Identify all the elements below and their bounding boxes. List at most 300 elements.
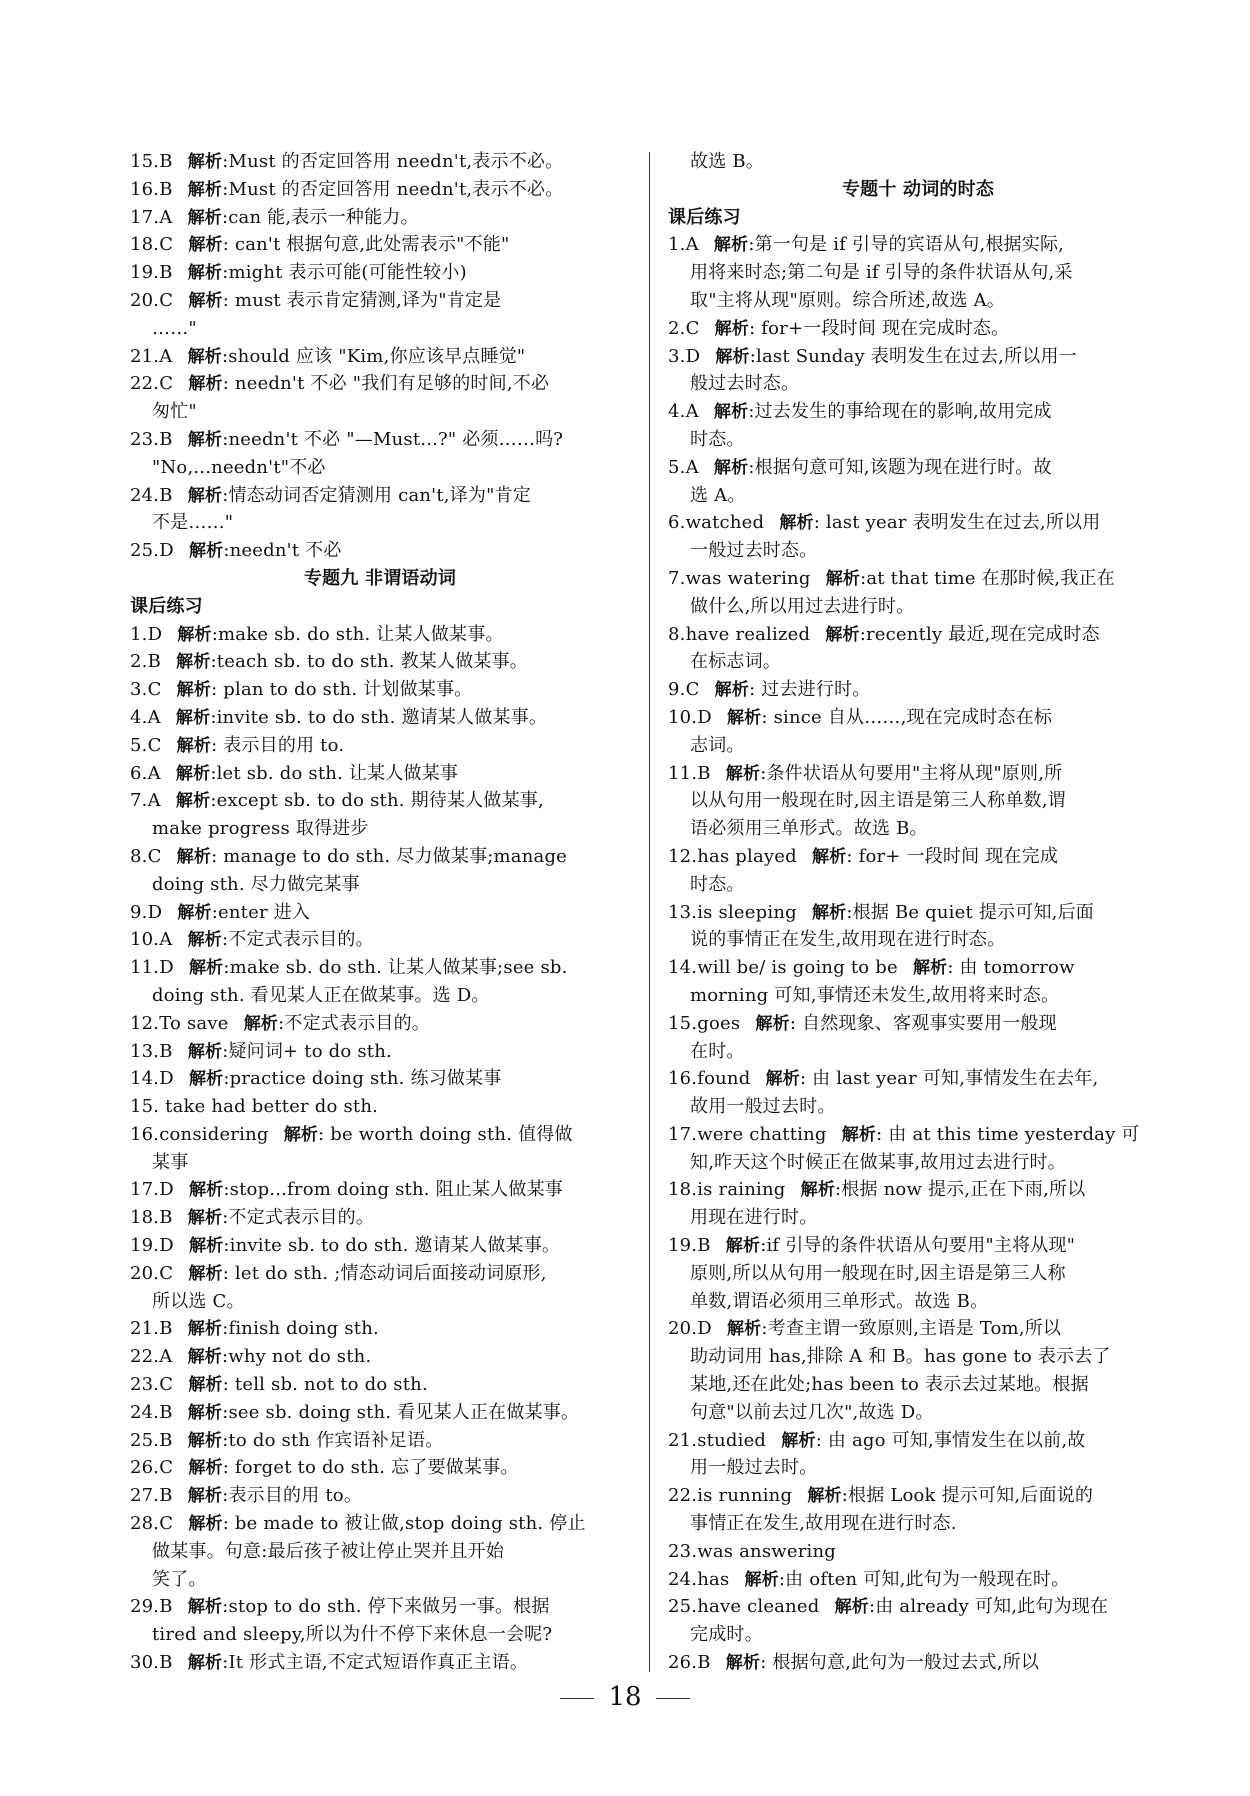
answer-line	[668, 1566, 1168, 1594]
answer-line	[668, 1065, 1168, 1093]
analysis-label: 解析	[725, 763, 761, 784]
analysis-label: 解析	[188, 1236, 224, 1257]
answer-text: :let sb. do sth. 让某人做某事	[210, 762, 459, 784]
analysis-label: 解析	[188, 1514, 223, 1535]
answer-text: :practice doing sth. 练习做某事	[223, 1068, 502, 1090]
answer-text: :enter 进入	[211, 901, 311, 923]
analysis-label: 解析	[714, 318, 750, 339]
analysis-label: 解析	[912, 958, 948, 979]
analysis-label: 解析	[825, 568, 861, 589]
continuation-line: "No,...needn't"不必	[152, 456, 326, 478]
analysis-label: 解析	[187, 1402, 223, 1423]
answer-line	[130, 148, 630, 176]
answer-line	[130, 259, 630, 287]
answer-text: : for+ 一段时间 现在完成	[846, 845, 1059, 867]
page-number: 18	[608, 1682, 642, 1712]
answer-text: : 由 last year 可知,事情发生在去年,	[799, 1068, 1099, 1090]
answer-number: 25.B	[130, 1429, 173, 1451]
answer-number: 28.C	[130, 1513, 174, 1535]
answer-number: 16.B	[130, 178, 173, 200]
continuation-line: 用一般过去时。	[690, 1457, 818, 1479]
answer-text: :recently 最近,现在完成时态	[859, 623, 1100, 645]
continuation-line: 时态。	[690, 428, 745, 450]
answer-number: 13.B	[130, 1040, 173, 1062]
answer-number: 26.B	[668, 1652, 711, 1674]
answer-number: 25.have cleaned	[668, 1596, 820, 1618]
answer-number: 15.B	[130, 151, 173, 172]
analysis-label: 解析	[188, 1069, 224, 1090]
answer-text: :stop...from doing sth. 阻止某人做某事	[223, 1179, 564, 1201]
answer-text: : 由 at this time yesterday 可	[876, 1123, 1140, 1145]
answer-text: :at that time 在那时候,我正在	[860, 567, 1115, 589]
answer-number: 10.D	[668, 706, 712, 728]
answer-number: 6.A	[130, 762, 161, 784]
analysis-label: 解析	[187, 1347, 222, 1368]
continuation-line: 志词。	[690, 734, 745, 756]
answer-text: :why not do sth.	[221, 1346, 372, 1368]
answer-text: :if 引导的条件状语从句要用"主将从现"	[760, 1235, 1076, 1257]
answer-number: 10.A	[130, 929, 173, 951]
page-footer	[0, 1682, 1250, 1712]
answer-line	[130, 621, 630, 649]
answer-line	[130, 426, 630, 454]
continuation-line: 某事	[152, 1151, 189, 1173]
continuation-line: 匆忙"	[152, 401, 197, 423]
answer-number: 21.studied	[668, 1429, 767, 1451]
answer-number: 2.B	[130, 651, 162, 673]
answer-line	[130, 176, 630, 204]
answer-text: : since 自从……,现在完成时态在标	[761, 706, 1053, 728]
answer-line	[668, 1121, 1168, 1149]
continuation-line: tired and sleepy,所以为什不停下来休息一会呢?	[152, 1624, 553, 1646]
answer-number: 5.A	[668, 456, 699, 478]
answer-line	[668, 760, 1168, 788]
analysis-label: 解析	[283, 1124, 319, 1145]
answer-text: : 表示目的用 to.	[211, 734, 345, 756]
answer-number: 17.D	[130, 1179, 174, 1201]
answer-line	[130, 1010, 630, 1038]
answer-text: : must 表示肯定猜测,译为"肯定是	[222, 289, 502, 311]
column-divider	[649, 152, 650, 1672]
answer-number: 18.B	[130, 1207, 173, 1229]
continuation-line: doing sth. 尽力做完某事	[152, 873, 360, 895]
answer-text: : 根据句意,此句为一般过去式,所以	[760, 1652, 1040, 1674]
left-column	[130, 148, 630, 1677]
answer-line	[130, 1371, 630, 1399]
answer-line	[668, 315, 1168, 343]
analysis-label: 解析	[188, 235, 223, 256]
answer-line	[130, 1232, 630, 1260]
analysis-label: 解析	[807, 1486, 842, 1507]
answer-text: : manage to do sth. 尽力做某事;manage	[211, 845, 568, 867]
answer-number: 23.C	[130, 1374, 174, 1396]
analysis-label: 解析	[188, 374, 223, 395]
analysis-label: 解析	[176, 680, 212, 701]
answer-text: :can 能,表示一种能力。	[221, 206, 419, 228]
analysis-label: 解析	[188, 958, 224, 979]
answer-line	[130, 1510, 630, 1538]
continuation-line: 般过去时态。	[690, 373, 800, 395]
footer-dash-right	[656, 1698, 690, 1699]
answer-text: :根据 now 提示,正在下雨,所以	[835, 1179, 1086, 1201]
answer-text: :不定式表示目的。	[278, 1012, 430, 1034]
answer-line	[668, 1010, 1168, 1038]
answer-number: 12.has played	[668, 845, 797, 867]
answer-line: 23.was answering	[668, 1540, 837, 1562]
answer-line	[130, 1260, 630, 1288]
answer-text: :条件状语从句要用"主将从现"原则,所	[760, 762, 1063, 784]
answer-line	[130, 1399, 630, 1427]
answer-number: 29.B	[130, 1596, 173, 1618]
analysis-label: 解析	[187, 152, 223, 172]
answer-line	[130, 287, 630, 315]
answer-number: 8.C	[130, 845, 162, 867]
continuation-line: 语必须用三单形式。故选 B。	[690, 818, 928, 840]
analysis-label: 解析	[187, 1319, 223, 1340]
continuation-line: 做什么,所以用过去进行时。	[690, 595, 915, 617]
analysis-label: 解析	[187, 179, 223, 200]
answer-text: :might 表示可能(可能性较小)	[222, 262, 467, 284]
answer-text: : needn't 不必 "我们有足够的时间,不必	[222, 373, 550, 395]
answer-line	[130, 1038, 630, 1066]
analysis-label: 解析	[726, 707, 762, 728]
answer-line: 15. take had better do sth.	[130, 1096, 379, 1118]
answer-line	[668, 509, 1168, 537]
analysis-label: 解析	[800, 1180, 836, 1201]
continuation-line: 事情正在发生,故用现在进行时态.	[690, 1513, 957, 1535]
answer-line	[668, 231, 1168, 259]
answer-line	[668, 1315, 1168, 1343]
answer-number: 9.D	[130, 901, 163, 923]
answer-number: 7.A	[130, 790, 161, 812]
answer-line	[130, 648, 630, 676]
answer-line	[130, 370, 630, 398]
answer-line	[130, 843, 630, 871]
answer-line	[130, 1454, 630, 1482]
continuation-line: 单数,谓语必须用三单形式。故选 B。	[690, 1290, 989, 1312]
answer-text: : forget to do sth. 忘了要做某事。	[222, 1457, 519, 1479]
analysis-label: 解析	[188, 1263, 223, 1284]
analysis-label: 解析	[176, 652, 211, 673]
analysis-label: 解析	[187, 429, 223, 450]
analysis-label: 解析	[187, 1041, 223, 1062]
answer-line	[130, 537, 630, 565]
answer-text: :finish doing sth.	[222, 1318, 379, 1340]
answer-text: :情态动词否定猜测用 can't,译为"肯定	[222, 484, 531, 506]
answer-line	[130, 1593, 630, 1621]
answer-number: 18.is raining	[668, 1179, 786, 1201]
answer-line	[130, 732, 630, 760]
analysis-label: 解析	[725, 1236, 761, 1257]
analysis-label: 解析	[811, 902, 847, 923]
answer-number: 26.C	[130, 1457, 174, 1479]
answer-line	[668, 398, 1168, 426]
answer-number: 4.A	[668, 401, 699, 423]
answer-text: :Must 的否定回答用 needn't,表示不必。	[222, 178, 564, 200]
continuation-line: 取"主将从现"原则。综合所述,故选 A。	[690, 289, 1005, 311]
answer-text: : for+一段时间 现在完成时态。	[749, 317, 1010, 339]
analysis-label: 解析	[188, 1180, 224, 1201]
answer-line	[668, 1427, 1168, 1455]
answer-text: :teach sb. to do sth. 教某人做某事。	[210, 651, 529, 673]
answer-number: 6.watched	[668, 512, 765, 534]
analysis-label: 解析	[187, 930, 222, 951]
answer-text: :表示目的用 to。	[222, 1485, 363, 1507]
answer-text: :see sb. doing sth. 看见某人正在做某事。	[222, 1401, 580, 1423]
answer-line	[668, 954, 1168, 982]
answer-number: 16.found	[668, 1068, 751, 1090]
answer-line	[668, 1482, 1168, 1510]
analysis-label: 解析	[188, 290, 223, 311]
analysis-label: 解析	[177, 624, 212, 645]
answer-line	[130, 899, 630, 927]
answer-number: 13.is sleeping	[668, 901, 797, 923]
answer-number: 19.B	[130, 262, 173, 284]
answer-number: 22.A	[130, 1346, 173, 1368]
continuation-line: 所以选 C。	[152, 1290, 245, 1312]
analysis-label: 解析	[841, 1124, 877, 1145]
analysis-label: 解析	[825, 624, 860, 645]
answer-line	[668, 676, 1168, 704]
answer-text: : be made to 被让做,stop doing sth. 停止	[222, 1513, 586, 1535]
answer-text: : let do sth. ;情态动词后面接动词原形,	[222, 1262, 547, 1284]
answer-line	[668, 704, 1168, 732]
continuation-line: 知,昨天这个时候正在做某事,故用过去进行时。	[690, 1151, 1066, 1173]
answer-line	[668, 565, 1168, 593]
continuation-line: 用现在进行时。	[690, 1207, 818, 1229]
answer-text: :invite sb. to do sth. 邀请某人做某事。	[223, 1235, 561, 1257]
answer-line	[668, 454, 1168, 482]
continuation-line: ……"	[152, 317, 197, 339]
answer-number: 11.B	[668, 762, 711, 784]
continuation-line: morning 可知,事情还未发生,故用将来时态。	[690, 984, 1060, 1006]
analysis-label: 解析	[187, 1597, 223, 1618]
answer-text: :根据 Look 提示可知,后面说的	[841, 1485, 1094, 1507]
answer-line	[130, 926, 630, 954]
answer-text: :to do sth 作宾语补足语。	[222, 1429, 444, 1451]
analysis-label: 解析	[187, 1486, 223, 1507]
analysis-label: 解析	[715, 346, 750, 367]
answer-number: 1.D	[130, 623, 163, 645]
answer-line	[668, 899, 1168, 927]
answer-text: :make sb. do sth. 让某人做某事;see sb.	[223, 957, 568, 979]
answer-number: 14.will be/ is going to be	[668, 957, 898, 979]
analysis-label: 解析	[726, 1319, 762, 1340]
continuation-line: 时态。	[690, 873, 745, 895]
answer-number: 1.A	[668, 234, 699, 256]
answer-text: : 由 tomorrow	[947, 957, 1075, 979]
continuation-line: 一般过去时态。	[690, 540, 818, 562]
answer-number: 20.D	[668, 1318, 712, 1340]
answer-line	[130, 1121, 630, 1149]
answer-line	[130, 204, 630, 232]
answer-text: :根据句意可知,该题为现在进行时。故	[748, 456, 1052, 478]
answer-text: :第一句是 if 引导的宾语从句,根据实际,	[748, 234, 1065, 256]
analysis-label: 解析	[765, 1069, 800, 1090]
answer-number: 9.C	[668, 679, 700, 701]
analysis-label: 解析	[175, 791, 211, 812]
continuation-line: 笑了。	[152, 1568, 207, 1590]
answer-number: 24.has	[668, 1568, 730, 1590]
answer-number: 21.B	[130, 1318, 173, 1340]
analysis-label: 解析	[187, 207, 222, 228]
answer-number: 17.A	[130, 206, 173, 228]
answer-line	[130, 704, 630, 732]
answer-line	[668, 1232, 1168, 1260]
analysis-label: 解析	[187, 1430, 223, 1451]
answer-number: 4.A	[130, 706, 161, 728]
analysis-label: 解析	[177, 902, 212, 923]
answer-line	[668, 621, 1168, 649]
answer-text: :不定式表示目的。	[222, 1207, 375, 1229]
answer-number: 14.D	[130, 1068, 174, 1090]
answer-number: 27.B	[130, 1485, 173, 1507]
answer-text: :由 already 可知,此句为现在	[869, 1596, 1109, 1618]
analysis-label: 解析	[779, 513, 814, 534]
answer-line	[130, 1176, 630, 1204]
answer-number: 3.D	[668, 345, 701, 367]
answer-text: : plan to do sth. 计划做某事。	[211, 679, 473, 701]
answer-number: 20.C	[130, 1262, 174, 1284]
analysis-label: 解析	[188, 1375, 223, 1396]
answer-text: : be worth doing sth. 值得做	[318, 1123, 573, 1145]
answer-text: :根据 Be quiet 提示可知,后面	[846, 901, 1094, 923]
answer-text: :考查主谓一致原则,主语是 Tom,所以	[761, 1318, 1062, 1340]
section-title: 专题九 非谓语动词	[303, 567, 457, 589]
analysis-label: 解析	[187, 1653, 223, 1674]
answer-line	[130, 1427, 630, 1455]
analysis-label: 解析	[714, 680, 750, 701]
answer-text: :invite sb. to do sth. 邀请某人做某事。	[210, 706, 548, 728]
answer-text: :needn't 不必 "—Must...?" 必须……吗?	[222, 428, 564, 450]
answer-number: 23.B	[130, 428, 173, 450]
continuation-line: 完成时。	[690, 1624, 763, 1646]
continuation-line: 说的事情正在发生,故用现在进行时态。	[690, 929, 1006, 951]
analysis-label: 解析	[187, 263, 223, 284]
answer-number: 24.B	[130, 1401, 173, 1423]
continuation-line: 做某事。句意:最后孩子被让停止哭并且开始	[152, 1540, 505, 1562]
answer-text: :疑问词+ to do sth.	[222, 1040, 392, 1062]
answer-line	[668, 843, 1168, 871]
answer-line	[130, 1204, 630, 1232]
continuation-line: 以从句用一般现在时,因主语是第三人称单数,谓	[690, 790, 1066, 812]
answer-number: 16.considering	[130, 1123, 269, 1145]
answer-line	[130, 1482, 630, 1510]
continuation-line: 选 A。	[690, 484, 746, 506]
analysis-label: 解析	[713, 402, 749, 423]
answer-number: 24.B	[130, 484, 173, 506]
answer-text: : 过去进行时。	[749, 679, 871, 701]
answer-number: 12.To save	[130, 1012, 229, 1034]
answer-number: 15.goes	[668, 1012, 741, 1034]
answer-line	[130, 482, 630, 510]
answer-text: : tell sb. not to do sth.	[222, 1374, 428, 1396]
answer-number: 30.B	[130, 1652, 173, 1674]
answer-number: 2.C	[668, 317, 700, 339]
continuation-line: 不是……"	[152, 512, 234, 534]
continuation-line: 某地,还在此处;has been to 表示去过某地。根据	[690, 1374, 1089, 1396]
continuation-line: 句意"以前去过几次",故选 D。	[690, 1401, 934, 1423]
answer-number: 18.C	[130, 234, 174, 256]
analysis-label: 解析	[176, 735, 212, 756]
answer-line	[668, 343, 1168, 371]
answer-number: 21.A	[130, 345, 173, 367]
answer-number: 20.C	[130, 289, 174, 311]
continuation-line: doing sth. 看见某人正在做某事。选 D。	[152, 984, 490, 1006]
continuation-line: 原则,所以从句用一般现在时,因主语是第三人称	[690, 1262, 1066, 1284]
answer-text: : 自然现象、客观事实要用一般现	[789, 1012, 1057, 1034]
answer-number: 7.was watering	[668, 567, 811, 589]
answer-line	[130, 954, 630, 982]
answer-line	[130, 676, 630, 704]
answer-number: 3.C	[130, 679, 162, 701]
answer-line	[130, 760, 630, 788]
answer-line	[668, 1649, 1168, 1677]
answer-text: : can't 根据句意,此处需表示"不能"	[222, 234, 510, 256]
analysis-label: 解析	[834, 1597, 870, 1618]
answer-line	[130, 1065, 630, 1093]
answer-line	[130, 343, 630, 371]
continuation-line: 用将来时态;第二句是 if 引导的条件状语从句,采	[690, 262, 1073, 284]
answer-line	[130, 1315, 630, 1343]
answer-line	[668, 1176, 1168, 1204]
answer-number: 5.C	[130, 734, 162, 756]
answer-number: 19.B	[668, 1235, 711, 1257]
analysis-label: 解析	[188, 541, 224, 562]
answer-text: :Must 的否定回答用 needn't,表示不必。	[222, 151, 564, 172]
analysis-label: 解析	[713, 457, 749, 478]
answer-text: :过去发生的事给现在的影响,故用完成	[748, 401, 1052, 423]
analysis-label: 解析	[188, 1458, 223, 1479]
answer-text: :should 应该 "Kim,你应该早点睡觉"	[221, 345, 526, 367]
analysis-label: 解析	[744, 1569, 779, 1590]
answer-text: :由 often 可知,此句为一般现在时。	[778, 1568, 1070, 1590]
analysis-label: 解析	[175, 707, 211, 728]
continuation-line: 故选 B。	[690, 151, 764, 172]
answer-line	[130, 1343, 630, 1371]
analysis-label: 解析	[243, 1013, 279, 1034]
answer-text: :last Sunday 表明发生在过去,所以用一	[749, 345, 1077, 367]
answer-text: : last year 表明发生在过去,所以用	[813, 512, 1101, 534]
analysis-label: 解析	[187, 346, 222, 367]
answer-number: 11.D	[130, 957, 174, 979]
answer-text: : 由 ago 可知,事情发生在以前,故	[815, 1429, 1086, 1451]
answer-text: :It 形式主语,不定式短语作真正主语。	[222, 1652, 529, 1674]
answer-number: 22.C	[130, 373, 174, 395]
continuation-line: 助动词用 has,排除 A 和 B。has gone to 表示去了	[690, 1346, 1111, 1368]
subheading: 课后练习	[130, 595, 203, 617]
analysis-label: 解析	[725, 1653, 761, 1674]
analysis-label: 解析	[755, 1013, 790, 1034]
answer-line	[668, 1593, 1168, 1621]
analysis-label: 解析	[713, 235, 749, 256]
answer-number: 8.have realized	[668, 623, 811, 645]
right-column	[668, 148, 1168, 1677]
answer-text: :except sb. to do sth. 期待某人做某事,	[210, 790, 544, 812]
continuation-line: 在标志词。	[690, 651, 781, 673]
continuation-line: 在时。	[690, 1040, 745, 1062]
footer-dash-left	[560, 1698, 594, 1699]
subheading: 课后练习	[668, 206, 741, 228]
answer-number: 19.D	[130, 1235, 174, 1257]
section-title: 专题十 动词的时态	[841, 178, 995, 200]
continuation-line: 故用一般过去时。	[690, 1096, 836, 1118]
answer-number: 17.were chatting	[668, 1123, 827, 1145]
continuation-line: make progress 取得进步	[152, 818, 369, 840]
answer-text: :needn't 不必	[223, 540, 342, 562]
analysis-label: 解析	[187, 485, 223, 506]
answer-line	[130, 1649, 630, 1677]
